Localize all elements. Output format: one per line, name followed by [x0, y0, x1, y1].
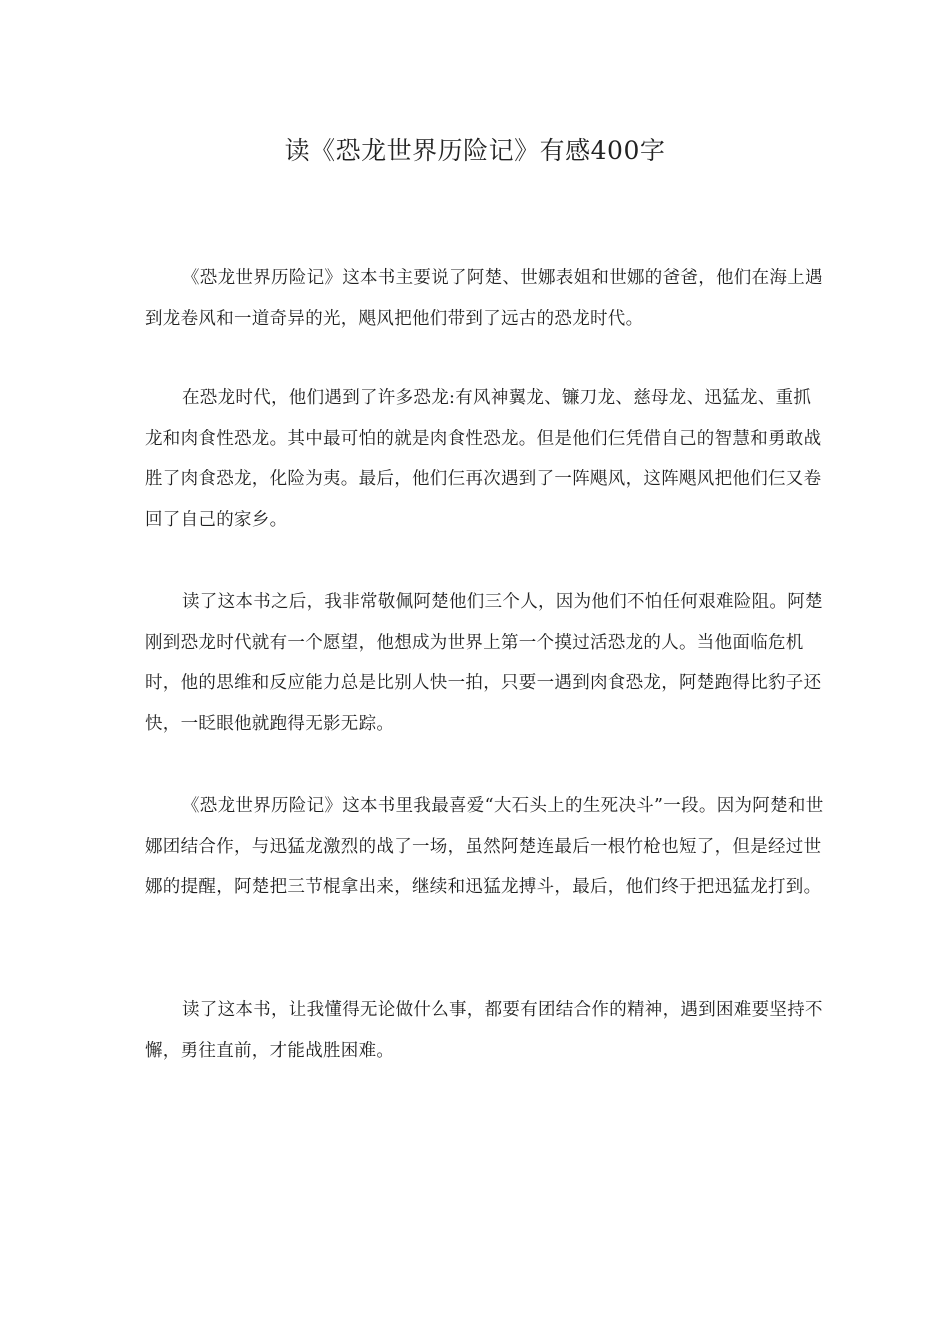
- paragraph-admiration: 读了这本书之后，我非常敬佩阿楚他们三个人，因为他们不怕任何艰难险阻。阿楚刚到恐龙时代就有一个愿望，他想成为世界上第一个摸过活恐龙的人。当他面临危机时，他的思维和反应能力总是比别人快一拍，只要一遇到肉食恐龙，阿楚跑得比豹子还快，一眨眼他就跑得无影无踪。: [145, 592, 823, 734]
- paragraph-intro: 《恐龙世界历险记》这本书主要说了阿楚、世娜表姐和世娜的爸爸，他们在海上遇到龙卷风和一道奇异的光，飓风把他们带到了远古的恐龙时代。: [145, 268, 823, 329]
- page-title: 读《恐龙世界历险记》有感400字: [284, 136, 666, 165]
- paragraph-conclusion: 读了这本书，让我懂得无论做什么事，都要有团结合作的精神，遇到困难要坚持不懈，勇往直前，才能战胜困难。: [145, 1000, 823, 1061]
- paragraph-favorite-part: 《恐龙世界历险记》这本书里我最喜爱“大石头上的生死决斗”一段。因为阿楚和世娜团结合作，与迅猛龙激烈的战了一场，虽然阿楚连最后一根竹枪也短了，但是经过世娜的提醒，阿楚把三节棍拿出来，继续和迅猛龙搏斗，最后，他们终于把迅猛龙打到。: [145, 796, 824, 897]
- paragraph-dinosaur-era: 在恐龙时代，他们遇到了许多恐龙:有风神翼龙、镰刀龙、慈母龙、迅猛龙、重抓龙和肉食性恐龙。其中最可怕的就是肉食性恐龙。但是他们仨凭借自己的智慧和勇敢战胜了肉食恐龙，化险为夷。最后，他们仨再次遇到了一阵飓风，这阵飓风把他们仨又卷回了自己的家乡。: [145, 388, 822, 530]
